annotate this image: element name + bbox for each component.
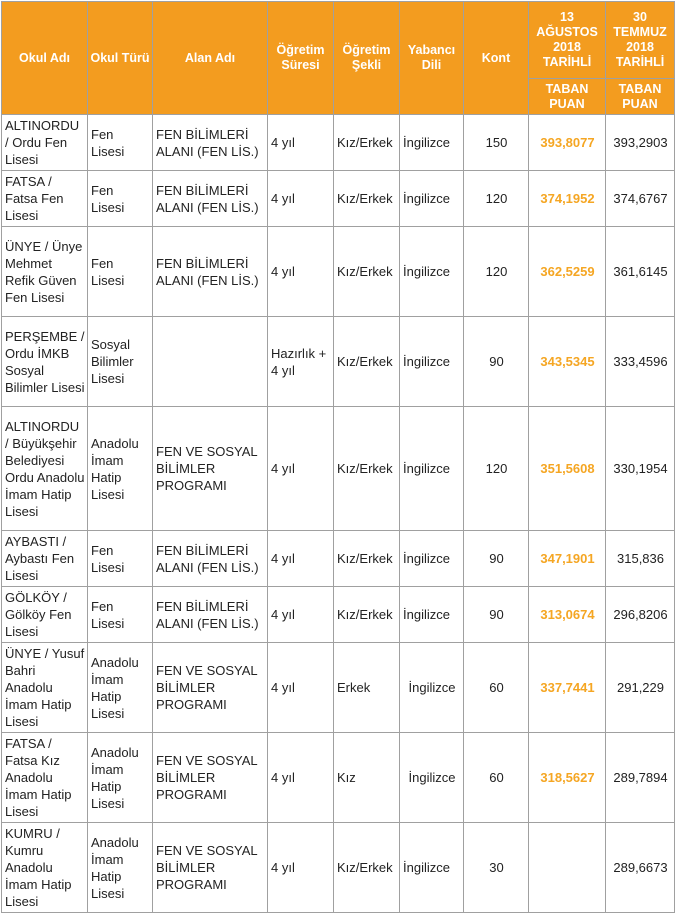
cell-okul-adi: ÜNYE / Ünye Mehmet Refik Güven Fen Lisesi [2, 227, 88, 317]
cell-okul-adi: GÖLKÖY / Gölköy Fen Lisesi [2, 587, 88, 643]
cell-taban-puan-1: 393,8077 [529, 115, 606, 171]
cell-okul-adi: AYBASTI / Aybastı Fen Lisesi [2, 531, 88, 587]
cell-taban-puan-2: 361,6145 [606, 227, 675, 317]
cell-taban-puan-2: 333,4596 [606, 317, 675, 407]
header-kont: Kont [464, 2, 529, 115]
cell-ogretim-suresi: 4 yıl [268, 531, 334, 587]
cell-alan-adi: FEN VE SOSYAL BİLİMLER PROGRAMI [153, 407, 268, 531]
cell-okul-turu: Fen Lisesi [88, 531, 153, 587]
cell-ogretim-suresi: 4 yıl [268, 733, 334, 823]
cell-alan-adi: FEN BİLİMLERİ ALANI (FEN LİS.) [153, 115, 268, 171]
cell-ogretim-suresi: 4 yıl [268, 643, 334, 733]
cell-ogretim-suresi: 4 yıl [268, 587, 334, 643]
cell-taban-puan-1 [529, 823, 606, 913]
cell-taban-puan-2: 291,229 [606, 643, 675, 733]
cell-ogretim-sekli: Kız/Erkek [334, 531, 400, 587]
table-row [2, 643, 675, 733]
cell-okul-turu: Fen Lisesi [88, 115, 153, 171]
table-row [2, 823, 675, 913]
cell-taban-puan-1: 374,1952 [529, 171, 606, 227]
cell-okul-turu: Anadolu İmam Hatip Lisesi [88, 733, 153, 823]
cell-okul-turu: Anadolu İmam Hatip Lisesi [88, 407, 153, 531]
cell-taban-puan-2: 374,6767 [606, 171, 675, 227]
cell-okul-adi: FATSA / Fatsa Kız Anadolu İmam Hatip Lisesi [2, 733, 88, 823]
cell-okul-turu: Sosyal Bilimler Lisesi [88, 317, 153, 407]
cell-yabanci-dili: İngilizce [400, 115, 464, 171]
cell-taban-puan-1: 362,5259 [529, 227, 606, 317]
cell-okul-turu: Fen Lisesi [88, 587, 153, 643]
header-ogretim-sekli: Öğretim Şekli [334, 2, 400, 115]
cell-ogretim-sekli: Kız/Erkek [334, 407, 400, 531]
cell-kont: 150 [464, 115, 529, 171]
cell-taban-puan-2: 296,8206 [606, 587, 675, 643]
cell-kont: 90 [464, 587, 529, 643]
header-taban-puan-1: TABAN PUAN [529, 79, 606, 115]
cell-alan-adi [153, 317, 268, 407]
cell-ogretim-suresi: 4 yıl [268, 115, 334, 171]
cell-yabanci-dili: İngilizce [400, 531, 464, 587]
table-row [2, 587, 675, 643]
cell-kont: 120 [464, 171, 529, 227]
cell-taban-puan-2: 289,7894 [606, 733, 675, 823]
cell-ogretim-sekli: Kız/Erkek [334, 587, 400, 643]
header-date-30-temmuz: 30 TEMMUZ 2018 TARİHLİ [606, 2, 675, 79]
cell-okul-turu: Anadolu İmam Hatip Lisesi [88, 643, 153, 733]
table-row [2, 733, 675, 823]
header-alan-adi: Alan Adı [153, 2, 268, 115]
cell-yabanci-dili: İngilizce [400, 587, 464, 643]
cell-ogretim-sekli: Kız/Erkek [334, 227, 400, 317]
cell-alan-adi: FEN BİLİMLERİ ALANI (FEN LİS.) [153, 227, 268, 317]
header-date-13-agustos: 13 AĞUSTOS 2018 TARİHLİ [529, 2, 606, 79]
cell-kont: 120 [464, 407, 529, 531]
cell-okul-adi: PERŞEMBE / Ordu İMKB Sosyal Bilimler Lisesi [2, 317, 88, 407]
table-row [2, 317, 675, 407]
cell-ogretim-suresi: 4 yıl [268, 407, 334, 531]
header-okul-turu: Okul Türü [88, 2, 153, 115]
cell-taban-puan-1: 337,7441 [529, 643, 606, 733]
cell-okul-turu: Anadolu İmam Hatip Lisesi [88, 823, 153, 913]
cell-alan-adi: FEN BİLİMLERİ ALANI (FEN LİS.) [153, 171, 268, 227]
cell-taban-puan-2: 315,836 [606, 531, 675, 587]
cell-ogretim-sekli: Erkek [334, 643, 400, 733]
cell-yabanci-dili: İngilizce [400, 823, 464, 913]
cell-okul-adi: ALTINORDU / Büyükşehir Belediyesi Ordu Anadolu İmam Hatip Lisesi [2, 407, 88, 531]
cell-okul-adi: FATSA / Fatsa Fen Lisesi [2, 171, 88, 227]
cell-yabanci-dili: İngilizce [400, 643, 464, 733]
table-row [2, 171, 675, 227]
table-row [2, 531, 675, 587]
cell-kont: 90 [464, 531, 529, 587]
header-okul-adi: Okul Adı [2, 2, 88, 115]
cell-ogretim-sekli: Kız/Erkek [334, 317, 400, 407]
header-taban-puan-2: TABAN PUAN [606, 79, 675, 115]
cell-ogretim-suresi: 4 yıl [268, 823, 334, 913]
cell-okul-turu: Fen Lisesi [88, 171, 153, 227]
cell-taban-puan-1: 347,1901 [529, 531, 606, 587]
cell-okul-adi: ALTINORDU / Ordu Fen Lisesi [2, 115, 88, 171]
cell-ogretim-sekli: Kız/Erkek [334, 823, 400, 913]
cell-kont: 120 [464, 227, 529, 317]
cell-ogretim-suresi: Hazırlık + 4 yıl [268, 317, 334, 407]
cell-yabanci-dili: İngilizce [400, 407, 464, 531]
table-row [2, 407, 675, 531]
table-row [2, 227, 675, 317]
taban-puan-table [1, 1, 675, 913]
cell-taban-puan-1: 343,5345 [529, 317, 606, 407]
cell-alan-adi: FEN BİLİMLERİ ALANI (FEN LİS.) [153, 531, 268, 587]
cell-ogretim-suresi: 4 yıl [268, 227, 334, 317]
cell-kont: 60 [464, 643, 529, 733]
table-row [2, 115, 675, 171]
cell-alan-adi: FEN VE SOSYAL BİLİMLER PROGRAMI [153, 733, 268, 823]
cell-kont: 60 [464, 733, 529, 823]
cell-taban-puan-2: 393,2903 [606, 115, 675, 171]
cell-ogretim-sekli: Kız/Erkek [334, 115, 400, 171]
cell-kont: 30 [464, 823, 529, 913]
cell-taban-puan-1: 313,0674 [529, 587, 606, 643]
cell-taban-puan-1: 318,5627 [529, 733, 606, 823]
cell-ogretim-sekli: Kız/Erkek [334, 171, 400, 227]
cell-okul-turu: Fen Lisesi [88, 227, 153, 317]
header-yabanci-dili: Yabancı Dili [400, 2, 464, 115]
cell-taban-puan-1: 351,5608 [529, 407, 606, 531]
header-ogretim-suresi: Öğretim Süresi [268, 2, 334, 115]
cell-yabanci-dili: İngilizce [400, 317, 464, 407]
cell-yabanci-dili: İngilizce [400, 171, 464, 227]
cell-kont: 90 [464, 317, 529, 407]
cell-yabanci-dili: İngilizce [400, 733, 464, 823]
cell-ogretim-sekli: Kız [334, 733, 400, 823]
cell-alan-adi: FEN VE SOSYAL BİLİMLER PROGRAMI [153, 643, 268, 733]
cell-okul-adi: KUMRU / Kumru Anadolu İmam Hatip Lisesi [2, 823, 88, 913]
cell-taban-puan-2: 330,1954 [606, 407, 675, 531]
cell-taban-puan-2: 289,6673 [606, 823, 675, 913]
cell-ogretim-suresi: 4 yıl [268, 171, 334, 227]
cell-yabanci-dili: İngilizce [400, 227, 464, 317]
cell-alan-adi: FEN VE SOSYAL BİLİMLER PROGRAMI [153, 823, 268, 913]
cell-alan-adi: FEN BİLİMLERİ ALANI (FEN LİS.) [153, 587, 268, 643]
cell-okul-adi: ÜNYE / Yusuf Bahri Anadolu İmam Hatip Lisesi [2, 643, 88, 733]
